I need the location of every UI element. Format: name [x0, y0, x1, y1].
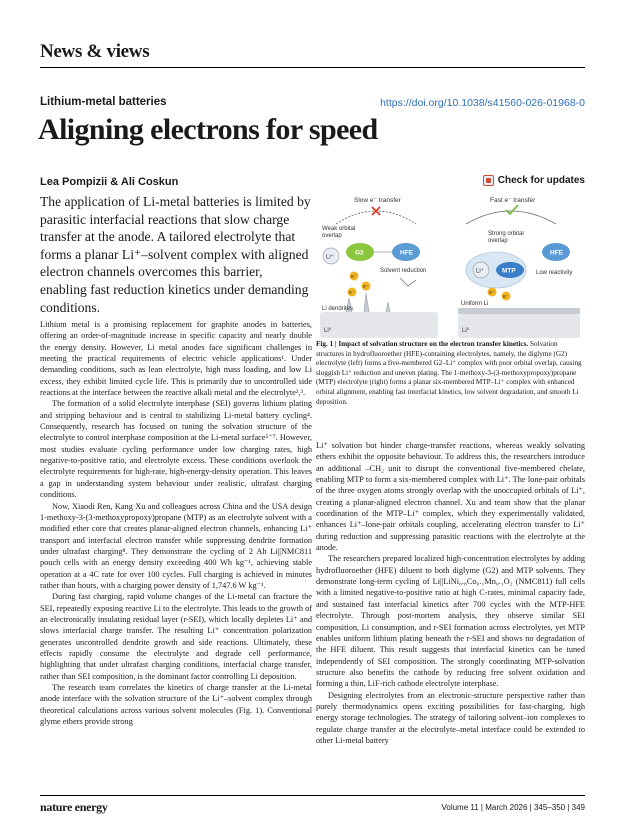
paragraph: Lithium metal is a promising replacement for graphite anodes in batteries, offering an order-of-magnitude increase in specific capacity and nearly double the energy density. However, Li metal anodes face significant challenges in meeting the practical requirements of electric vehicle applications¹. Under demanding conditions, such as lean electrolyte, high mass loading, and low Li excess, they exhibit limited cycle life. This is primarily due to uncontrolled side reactions at the interface between the reactive alkali metal and the electrolyte²,³.: [40, 320, 312, 398]
right-orbital-label-2: overlap: [488, 238, 508, 244]
figure-caption: [316, 340, 585, 407]
standfirst: The application of Li-metal batteries is limited by parasitic interfacial reactions that slow charge transfer at the anode. A tailored electrolyte that forms a planar Li⁺–solvent complex with aligned electron channels overcomes this barrier, enabling fast reduction kinetics under demanding conditions.: [40, 194, 311, 315]
left-electrode-label: Li⁰: [324, 328, 332, 334]
fragment-shape: [400, 278, 416, 286]
dendrites-label: Li dendrites: [322, 306, 354, 312]
caption-text: Solvation structures in hydrofluoroether (HFE)-containing electrolytes, namely, the diglyme (G2) electrolyte (left) forms a five-membered G2–Li⁺ complex with poor orbital overlap, causing sluggish Li⁺ reduction and uneven plating. The 1-methoxy-3-(3-methoxypropoxy)propane (MTP) electrolyte (right) forms a planar six-membered MTP–Li⁺ complex with enhanced orbital alignment, enabling fast interfacial kinetics, low solvent degradation, and smooth Li deposition.: [316, 340, 582, 406]
right-orbital-label-1: Strong orbital: [488, 231, 524, 237]
left-transfer-arc: [336, 211, 416, 224]
uniform-layer: [458, 308, 580, 314]
body-column-left: [40, 319, 312, 727]
right-electrode-label: Li⁰: [462, 328, 470, 334]
solvent-reduction-label: Solvent reduction: [380, 268, 427, 274]
figure-1: [316, 190, 586, 340]
svg-text:e⁻: e⁻: [363, 284, 369, 291]
body-column-right: [316, 440, 585, 746]
crossmark-icon: [483, 175, 494, 186]
check-icon: [506, 205, 518, 214]
svg-text:e⁻: e⁻: [349, 290, 355, 297]
low-reactivity-label: Low reactivity: [536, 270, 573, 276]
article-category: Lithium-metal batteries: [40, 96, 167, 108]
right-hfe-label: HFE: [550, 249, 563, 257]
header-rule: [40, 67, 585, 68]
doi-link[interactable]: https://doi.org/10.1038/s41560-026-01968-0: [380, 97, 585, 109]
mtp-label: MTP: [502, 267, 516, 275]
caption-label: Fig. 1 | Impact of solvation structure on the electron transfer kinetics.: [316, 340, 529, 348]
check-for-updates-label: Check for updates: [497, 175, 585, 186]
right-top-label: Fast e⁻ transfer: [490, 197, 536, 204]
left-top-label: Slow e⁻ transfer: [354, 197, 401, 204]
article-headline: Aligning electrons for speed: [38, 113, 378, 146]
left-electrons: [348, 272, 371, 297]
svg-text:e⁻: e⁻: [503, 294, 509, 301]
volume-info: Volume 11 | March 2026 | 345–350 | 349: [441, 803, 585, 812]
paragraph: Now, Xiaodi Ren, Kang Xu and colleagues across China and the USA design 1-methoxy-3-(3-methoxypropoxy)propane (MTP) as an electrolyte solvent with a modified ether core that creates planar-aligned electron channels, enhancing Li⁺ transport and interfacial electron transfer while suppressing dendrite formation under ultrafast charging⁸. They demonstrate the cycling of 2 Ah Li||NMC811 pouch cells with an energy density exceeding 400 Wh kg⁻¹, achieving stable operation at a 4C rate for over 100 cycles. Full charging is achieved in minutes rather than hours, with a charging power density of 1,747.6 W kg⁻¹.: [40, 501, 312, 590]
left-hfe-label: HFE: [400, 249, 413, 257]
journal-name: nature energy: [40, 800, 108, 814]
left-li-label: Li⁺: [326, 254, 334, 261]
section-title: News & views: [40, 41, 150, 62]
svg-text:e⁻: e⁻: [489, 290, 495, 297]
left-orbital-label-2: overlap: [322, 233, 342, 239]
left-orbital-label-1: Weak orbital: [322, 226, 356, 232]
check-for-updates-button[interactable]: [483, 175, 585, 186]
g2-label: G2: [355, 249, 364, 257]
svg-text:e⁻: e⁻: [351, 274, 357, 281]
article-authors: Lea Pompizii & Ali Coskun: [40, 176, 179, 188]
paragraph: Designing electrolytes from an electronic-structure perspective rather than purely thermodynamics opens exciting possibilities for fast-charging, high energy storage technologies. The strategy of tailoring solvent–ion complexes to regulate charge transfer at the electrolyte–metal interface could be extended to other Li-metal battery: [316, 690, 585, 745]
paragraph: Li⁺ solvation but hinder charge-transfer reactions, whereas weakly solvating ethers exhibit the opposite behaviour. To address this, the researchers introduce an additional –CH₂ unit to disrupt the conventional five-membered chelate, enabling MTP to form a six-membered complex with Li⁺. The lone-pair orbitals of the three oxygen atoms strongly overlap with the unoccupied orbitals of Li⁺, creating a planar-aligned electron channel. Xu and team show that the planar coordination of the MTP–Li⁺ complex, which they experimentally validated, enhances Li⁺–lone-pair orbitals coupling, accelerating electron transfer to Li⁺ during reduction and suppressing parasitic reactions with the electrolyte at the anode.: [316, 441, 585, 553]
right-li-label: Li⁺: [476, 268, 484, 275]
left-electrode: [320, 312, 438, 338]
paragraph: The formation of a solid electrolyte interphase (SEI) governs lithium plating and stripping behaviour and is central to stabilizing Li-metal battery cycling⁴. Consequently, research has focused on tuning the solvation structure of the electrolyte to control interphase composition at the Li-metal surface⁵⁻⁷. However, most studies evaluate cycling performance under low charging rates, high negative-to-positive ratio, and electrolyte excess. These conditions overlook the electrolyte requirements for high-rate, high-energy-density operation. This leaves a gap in understanding system behaviour under realistic, ultrafast charging conditions.: [40, 399, 312, 500]
right-electrons: [488, 288, 511, 301]
paragraph: During fast charging, rapid volume changes of the Li-metal can fracture the SEI, repeatedly exposing reactive Li to the electrolyte. This leads to the growth of an electronically insulating residual layer (r-SEI), which locally depletes Li⁺ and slows interfacial charge transfer. The resulting Li⁺ concentration polarization generates uncontrolled dendrite growth and side reactions. Ultimately, these effects rapidly consume the electrolyte and degrade cell performance, highlighting that under ultrafast charging conditions, interfacial charge transfer, rather than SEI composition, is the dominant factor controlling Li deposition.: [40, 592, 312, 681]
right-electrode: [458, 314, 580, 338]
footer-rule: [40, 795, 585, 796]
paragraph: The researchers prepared localized high-concentration electrolytes by adding hydrofluoroether (HFE) diluent to both diglyme (G2) and MTP solvents. They demonstrate long-term cycling of Li||LiNi₀.₈Co₀.₁Mn₀.₁O₂ (NMC811) full cells with a limited negative-to-positive ratio at high C-rates, minimal capacity fade, and sustained fast interfacial kinetics after 700 cycles with the MTP-HFE electrolyte. Through post-mortem analysis, they observe similar SEI composition, Li consumption, and r-SEI formation across electrolytes, yet MTP enables uniform lithium plating beneath the r-SEI and shows no degradation of the HFE diluent. This result suggests that interfacial kinetics can be tuned independently of SEI composition. The strongly coordinating MTP-solvation structure also benefits the cathode by reducing free solvent oxidation and forming a thin, LiF-rich cathode electrolyte interphase.: [316, 554, 585, 689]
uniform-li-label: Uniform Li: [461, 301, 489, 307]
paragraph: The research team correlates the kinetics of charge transfer at the Li-metal anode interface with the solvation structure of the Li⁺–solvent complex through theoretical calculations across various solvent molecules (Fig. 1). Conventional glyme ethers provide strong: [40, 683, 312, 727]
